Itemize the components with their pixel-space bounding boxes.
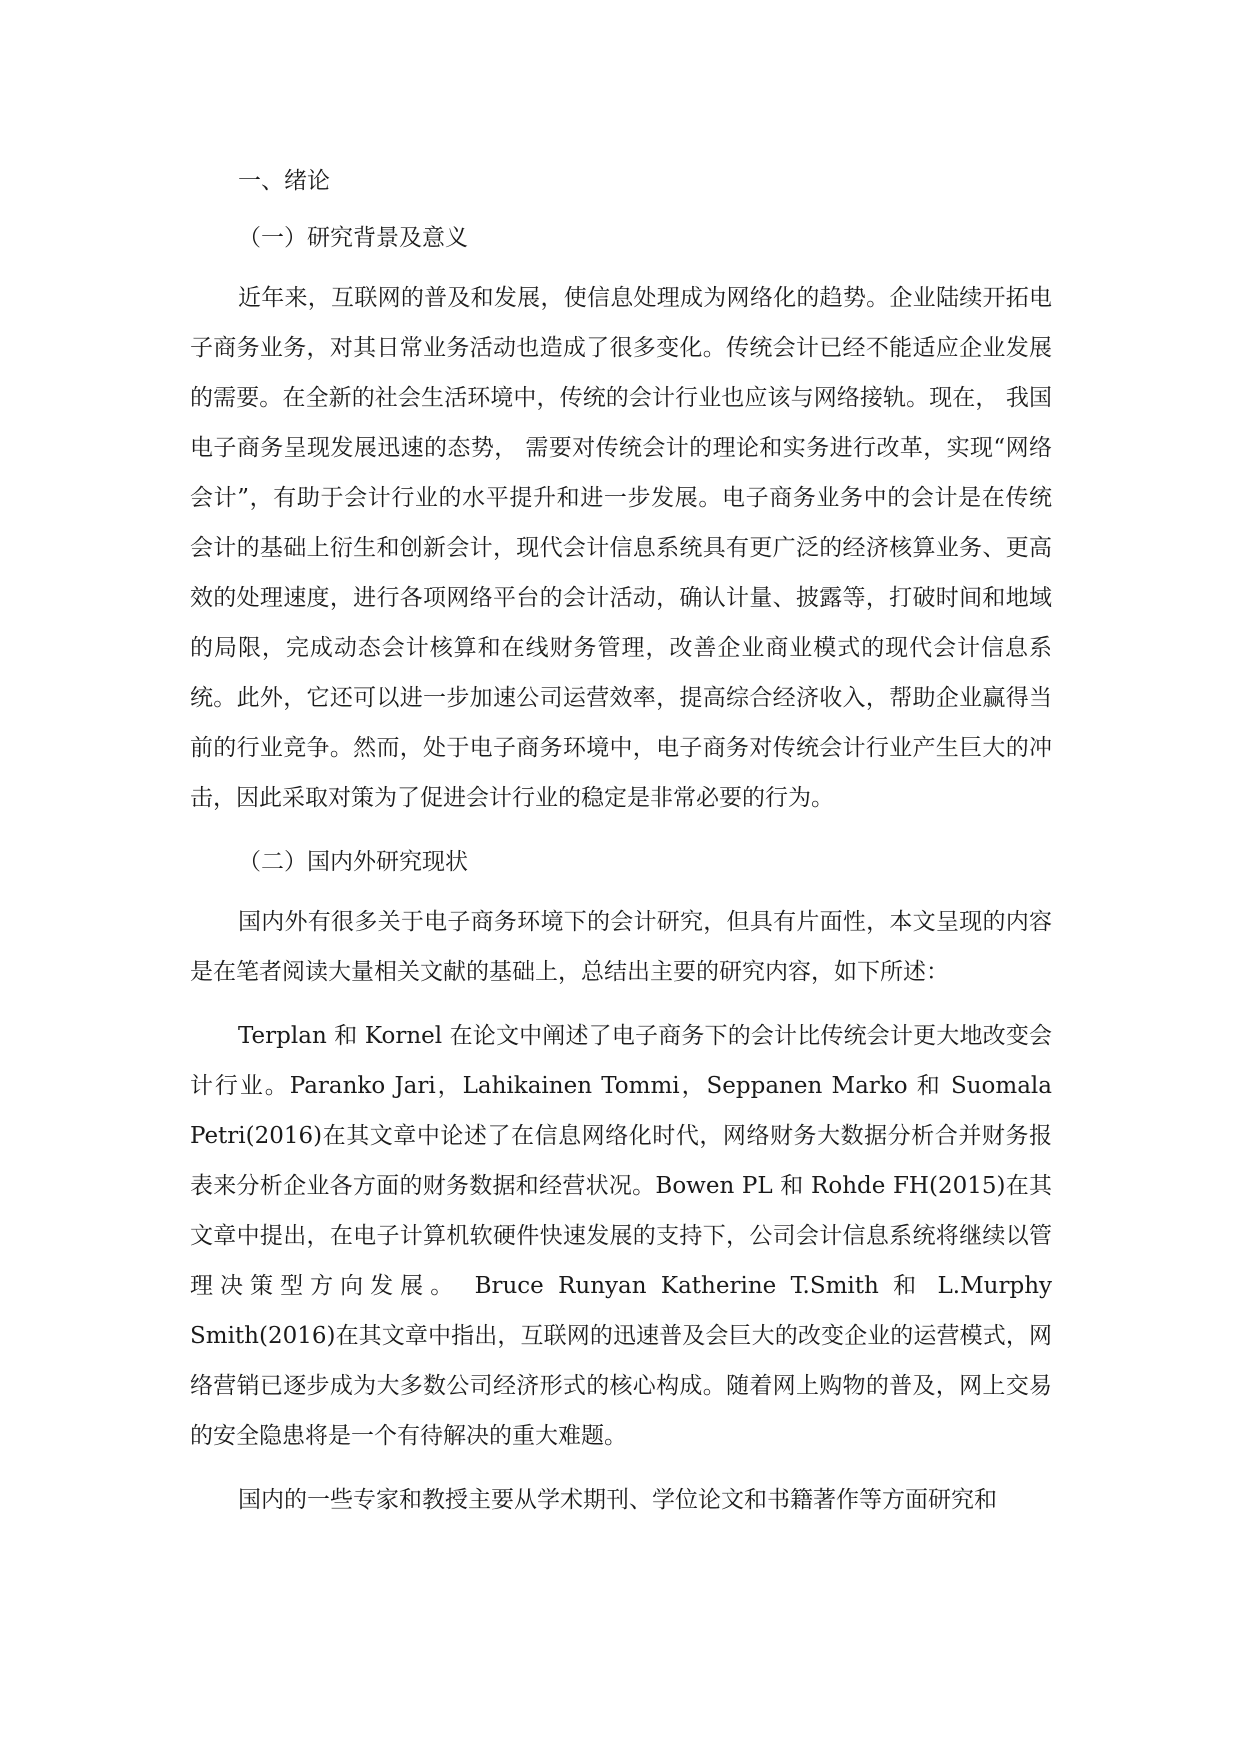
section-heading-research-status: （二）国内外研究现状 bbox=[238, 849, 468, 875]
paragraph-research-overview: 国内外有很多关于电子商务环境下的会计研究，但具有片面性，本文呈现的内容是在笔者阅读大量相关文献的基础上，总结出主要的研究内容，如下所述： bbox=[190, 909, 1052, 985]
chapter-heading: 一、绪论 bbox=[238, 168, 330, 194]
paragraph-background: 近年来，互联网的普及和发展，使信息处理成为网络化的趋势。企业陆续开拓电子商务业务，对其日常业务活动也造成了很多变化。传统会计已经不能适应企业发展的需要。在全新的社会生活环境中，传统的会计行业也应该与网络接轨。现在， 我国电子商务呈现发展迅速的态势， 需要对传统会计的理论和实务进行改革，实现“网络会计”，有助于会计行业的水平提升和进一步发展。电子商务业务中的会计是在传统会计的基础上衍生和创新会计，现代会计信息系统具有更广泛的经济核算业务、更高效的处理速度，进行各项网络平台的会计活动，确认计量、披露等，打破时间和地域的局限，完成动态会计核算和在线财务管理，改善企业商业模式的现代会计信息系统。此外，它还可以进一步加速公司运营效率，提高综合经济收入，帮助企业赢得当前的行业竞争。然而，处于电子商务环境中，电子商务对传统会计行业产生巨大的冲击，因此采取对策为了促进会计行业的稳定是非常必要的行为。 bbox=[190, 285, 1052, 811]
paragraph-domestic-research: 国内的一些专家和教授主要从学术期刊、学位论文和书籍著作等方面研究和 bbox=[238, 1487, 997, 1513]
document-body bbox=[190, 156, 1052, 1539]
paragraph-foreign-research: Terplan 和 Kornel 在论文中阐述了电子商务下的会计比传统会计更大地改变会计行业。Paranko Jari，Lahikainen Tommi，Seppanen Marko 和 Suomala Petri(2016)在其文章中论述了在信息网络化时代，网络财务大数据分析合并财务报表来分析企业各方面的财务数据和经营状况。Bowen PL 和 Rohde FH(2015)在其文章中提出，在电子计算机软硬件快速发展的支持下，公司会计信息系统将继续以管理决策型方向发展。 Bruce Runyan Katherine T.Smith 和 L.Murphy Smith(2016)在其文章中指出，互联网的迅速普及会巨大的改变企业的运营模式，网络营销已逐步成为大多数公司经济形式的核心构成。随着网上购物的普及，网上交易的安全隐患将是一个有待解决的重大难题。 bbox=[190, 1023, 1052, 1449]
section-heading-background: （一）研究背景及意义 bbox=[238, 225, 468, 251]
